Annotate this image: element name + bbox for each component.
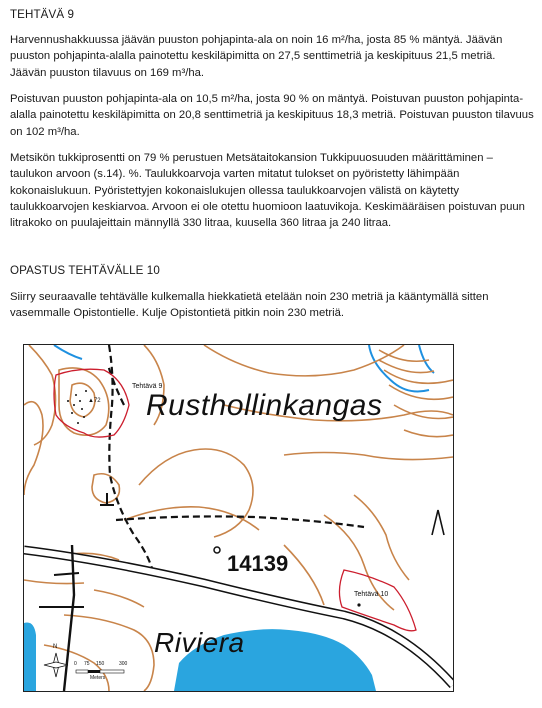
stand-10-marker <box>357 603 360 606</box>
task-paragraph-3: Metsikön tukkiprosentti on 79 % perustuen Metsätaitokansion Tukkipuuosuuden määrittäminen – taulukon arvoon (s.14). %. Taulukkoarvoja varten mitatut tulokset on pyöristetty lähimpään kokonaislukuun. Pyöristettyjen kokonaislukujen ollessa taulukkoarvojen välistä on käytetty taulukkoarvojen keskiarvoa. Arvoon ei ole otettu huomioon laatuvikoja. Keskimääräisen poistuvan puun litrakoko on puulajeittain männyllä 330 litraa, kuusella 360 litraa ja 240 litraa. <box>10 152 525 230</box>
scale-bar <box>76 670 124 673</box>
task-paragraph-1: Harvennushakkuussa jäävän puuston pohjapinta-ala on noin 16 m²/ha, josta 85 % mäntyä. Jäävän puuston pohjapinta-alalla painotettu keskiläpimitta on 27,5 senttimetriä ja keskipituus 21,5 metriä. Jäävän puuston tilavuus on 169 m³/ha. <box>10 34 503 79</box>
map-task-10-label: Tehtävä 10 <box>354 591 389 598</box>
scale-unit: Meters <box>90 675 106 681</box>
scale-tick-0: 0 <box>74 661 77 667</box>
map-road-number: 14139 <box>227 551 289 576</box>
map-place-name-riviera: Riviera <box>154 627 245 658</box>
survey-marker <box>100 493 114 505</box>
compass-rose <box>44 653 68 677</box>
orienteering-map <box>23 344 454 692</box>
scale-tick-75: 75 <box>84 661 90 667</box>
guide-heading: OPASTUS TEHTÄVÄLLE 10 <box>10 264 160 277</box>
map-north-letter: N <box>53 644 58 650</box>
height-point <box>214 547 220 553</box>
scale-tick-150: 150 <box>96 661 105 667</box>
map-place-name-rusthollinkangas: Rusthollinkangas <box>146 389 383 422</box>
scale-tick-300: 300 <box>119 661 128 667</box>
boulder-marker: ▲72 <box>88 398 101 404</box>
north-arrow-symbol <box>432 510 444 535</box>
lake-west <box>24 623 36 692</box>
guide-paragraph: Siirry seuraavalle tehtävälle kulkemalla hiekkatietä etelään noin 230 metriä ja kääntymällä sitten vasemmalle Opistontielle. Kulje Opistontietä pitkin noin 230 metriä. <box>10 291 489 320</box>
task-heading: TEHTÄVÄ 9 <box>10 8 75 21</box>
map-task-9-label: Tehtävä 9 <box>132 383 163 390</box>
task-paragraph-2: Poistuvan puuston pohjapinta-ala on 10,5 m²/ha, josta 90 % on mäntyä. Poistuvan puuston pohjapinta-alalla painotettu keskiläpimitta on 20,8 senttimetriä ja keskipituus 18,3 metriä. Poistuvan puuston tilavuus on 102 m³/ha. <box>10 93 534 138</box>
forest-paths <box>108 345 364 575</box>
stand-boundary-task-10 <box>339 570 416 631</box>
